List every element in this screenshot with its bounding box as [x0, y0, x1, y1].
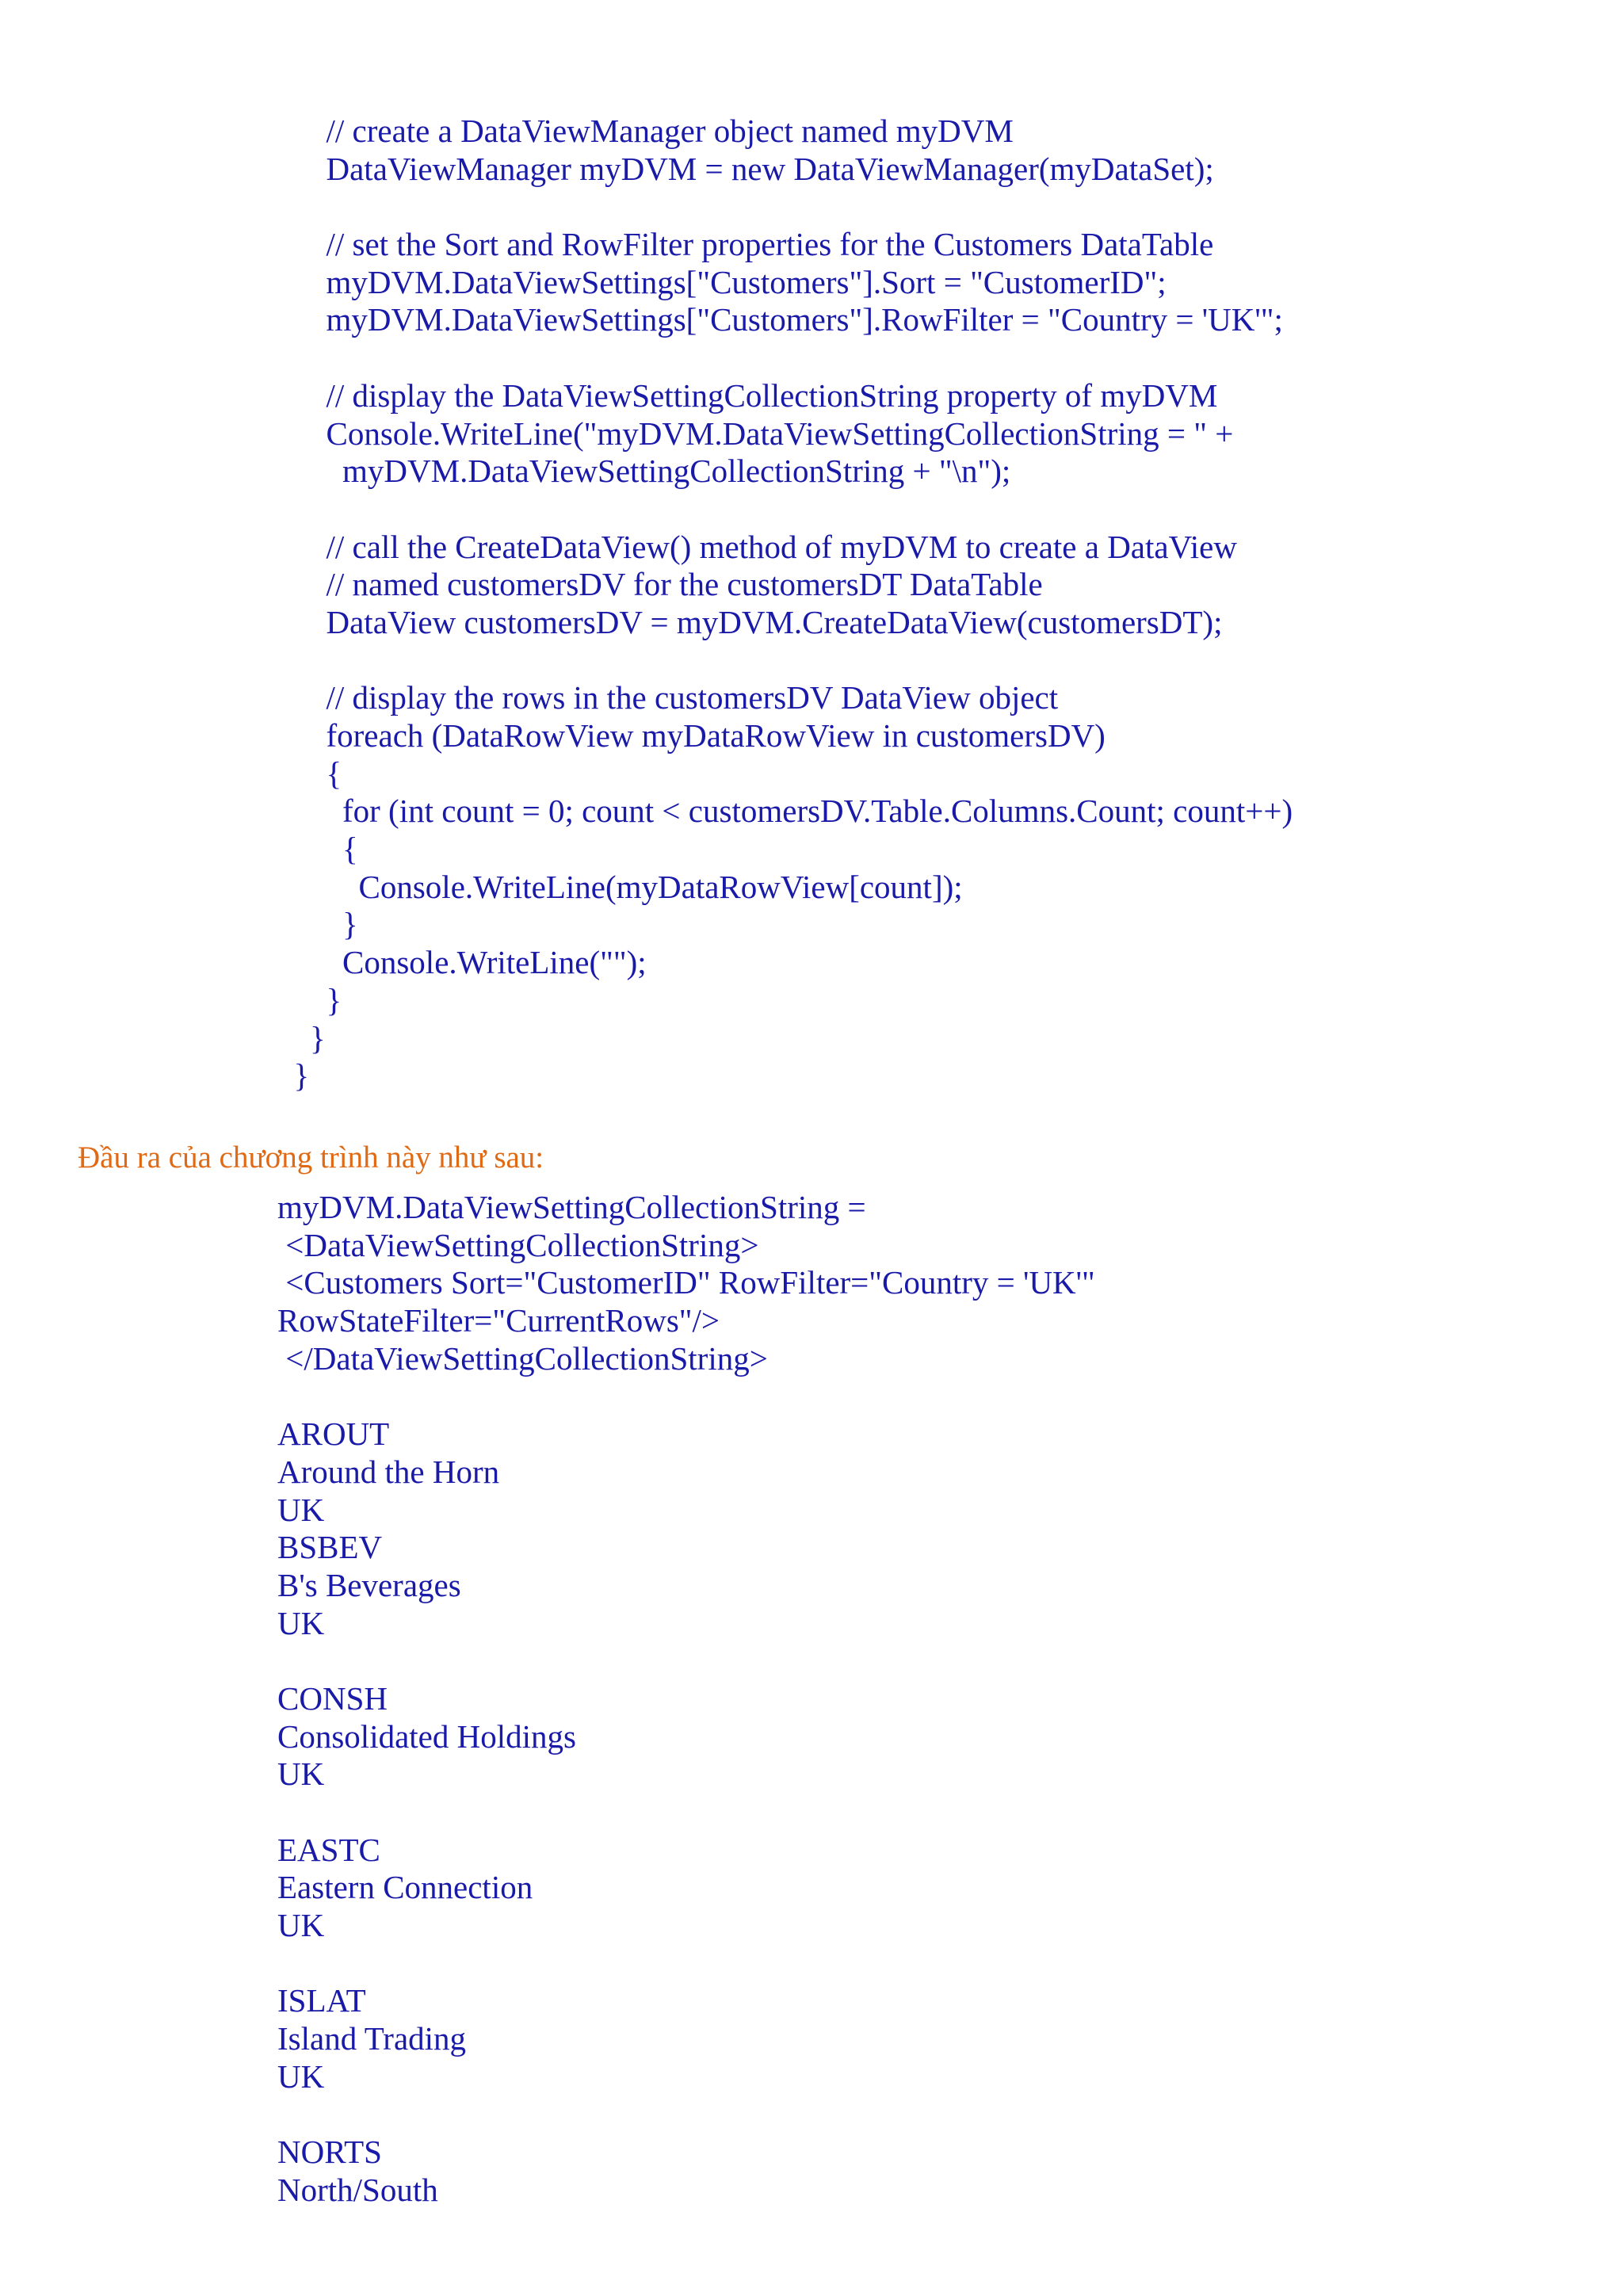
output-line: BSBEV — [277, 1529, 383, 1566]
output-line: AROUT — [277, 1415, 390, 1453]
output-line-blank — [277, 2096, 1585, 2134]
output-line: ISLAT — [277, 1982, 366, 2019]
output-line: Around the Horn — [277, 1453, 500, 1490]
output-line: Consolidated Holdings — [277, 1717, 576, 1755]
code-line: { — [277, 755, 342, 792]
code-line-blank — [277, 188, 1585, 226]
output-line-blank — [277, 1945, 1585, 1983]
code-line: DataViewManager myDVM = new DataViewManager(myDataSet); — [277, 150, 1214, 187]
output-line: UK — [277, 1755, 325, 1793]
code-line: Console.WriteLine(myDataRowView[count]); — [277, 868, 963, 905]
code-line: // display the rows in the customersDV DataView object — [277, 679, 1059, 716]
output-line-blank — [277, 1642, 1585, 1680]
code-line: Console.WriteLine(""); — [277, 944, 647, 981]
code-line: myDVM.DataViewSettingCollectionString + "\n"); — [277, 453, 1011, 490]
code-line-blank — [277, 491, 1585, 529]
output-line: myDVM.DataViewSettingCollectionString = — [277, 1189, 866, 1225]
output-line: RowStateFilter="CurrentRows"/> — [277, 1302, 720, 1339]
output-line: North/South — [277, 2171, 438, 2208]
code-line: // create a DataViewManager object named myDVM — [277, 113, 1014, 149]
code-line: } — [277, 1019, 326, 1056]
output-line: <Customers Sort="CustomerID" RowFilter="Country = 'UK'" — [277, 1264, 1095, 1301]
output-line: EASTC — [277, 1831, 380, 1868]
code-line: // named customersDV for the customersDT DataTable — [277, 566, 1043, 603]
output-heading: Đầu ra của chương trình này như sau: — [78, 1140, 544, 1175]
output-line: UK — [277, 2057, 325, 2095]
code-line-blank — [277, 339, 1585, 377]
code-line: Console.WriteLine("myDVM.DataViewSettingCollectionString = " + — [277, 415, 1234, 452]
code-line: } — [277, 1057, 310, 1095]
output-line: UK — [277, 1491, 325, 1528]
output-line: <DataViewSettingCollectionString> — [277, 1226, 759, 1263]
code-line: } — [277, 981, 342, 1018]
code-line: myDVM.DataViewSettings["Customers"].RowFilter = "Country = 'UK'"; — [277, 301, 1283, 338]
code-line: foreach (DataRowView myDataRowView in customersDV) — [277, 717, 1106, 754]
code-line: // display the DataViewSettingCollectionString property of myDVM — [277, 376, 1218, 414]
code-line: for (int count = 0; count < customersDV.Table.Columns.Count; count++) — [277, 793, 1293, 830]
code-line: // set the Sort and RowFilter properties for the Customers DataTable — [277, 226, 1214, 263]
code-line: // call the CreateDataView() method of myDVM to create a DataView — [277, 528, 1237, 565]
code-line: myDVM.DataViewSettings["Customers"].Sort = "CustomerID"; — [277, 263, 1167, 300]
code-line: DataView customersDV = myDVM.CreateDataView(customersDT); — [277, 603, 1223, 640]
code-line: } — [277, 906, 358, 943]
output-line-blank — [277, 1794, 1585, 1832]
program-output — [277, 1189, 1585, 2210]
output-line: NORTS — [277, 2134, 382, 2171]
output-line: B's Beverages — [277, 1566, 461, 1603]
code-listing — [277, 113, 1585, 1095]
output-line: </DataViewSettingCollectionString> — [277, 1339, 768, 1377]
output-line-blank — [277, 1377, 1585, 1415]
output-line: Island Trading — [277, 2020, 467, 2057]
output-line: UK — [277, 1604, 325, 1641]
output-line: Eastern Connection — [277, 1869, 533, 1906]
code-line: { — [277, 831, 358, 868]
code-line-blank — [277, 642, 1585, 680]
output-line: UK — [277, 1907, 325, 1944]
output-line: CONSH — [277, 1679, 388, 1717]
